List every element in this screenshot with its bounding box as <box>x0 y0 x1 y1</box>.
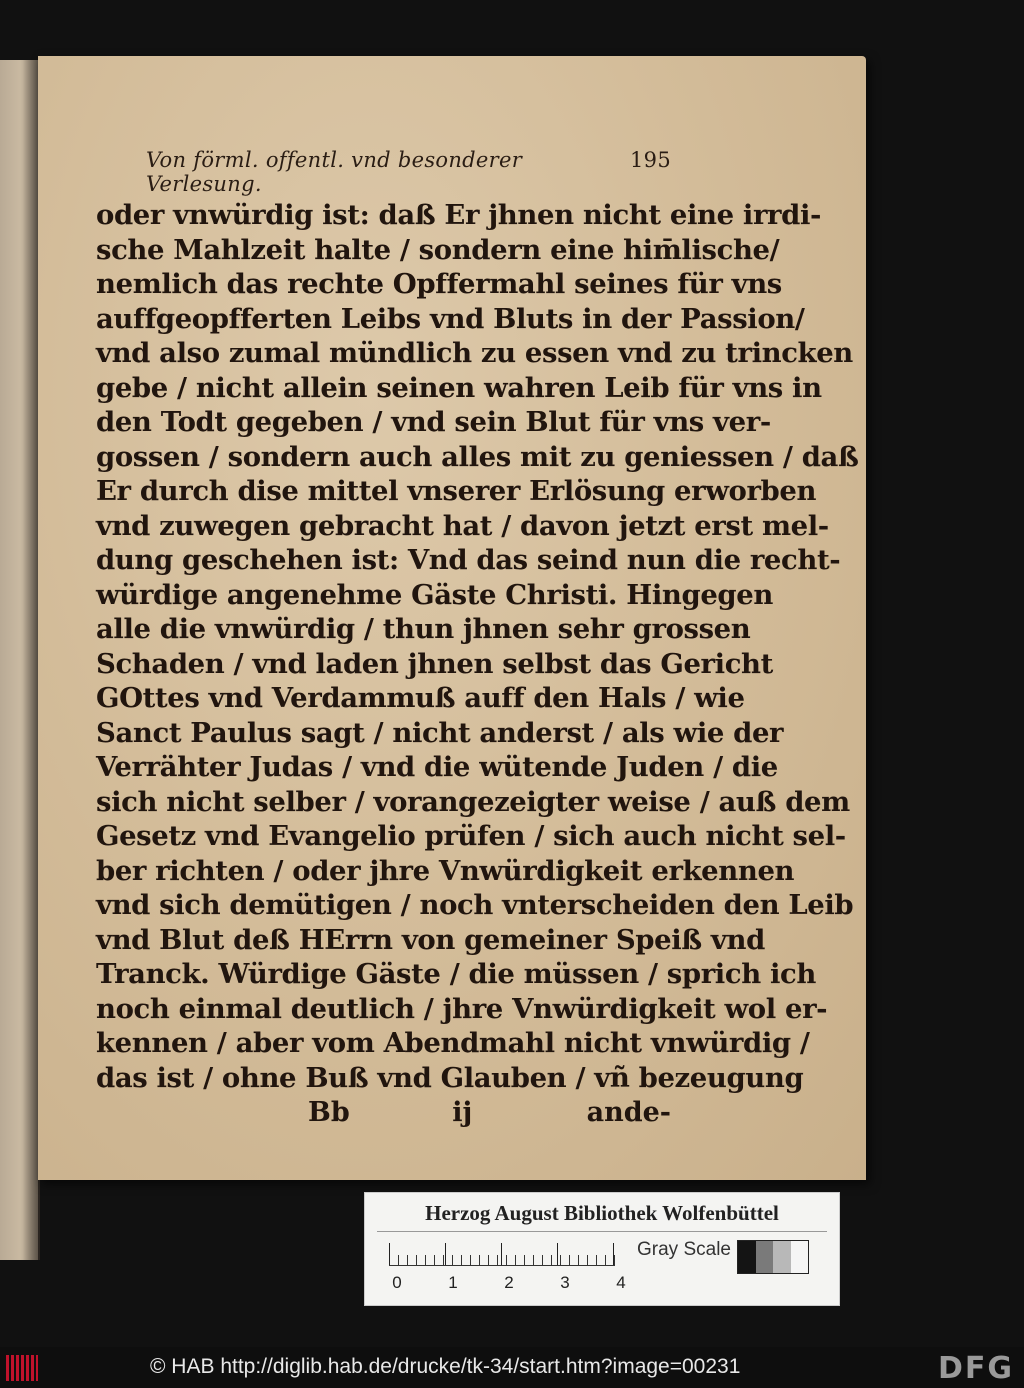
library-name: Herzog August Bibliothek Wolfenbüttel <box>425 1201 779 1225</box>
ruler-label: 3 <box>560 1273 570 1292</box>
text-line: nemlich das rechte Opffermahl seines für vns <box>96 268 782 300</box>
ruler-major-tick <box>501 1243 502 1265</box>
text-line: ber richten / oder jhre Vnwürdigkeit erkennen <box>96 854 795 887</box>
measurement-ruler <box>389 1243 615 1266</box>
signature-mark: Bb <box>308 1097 350 1128</box>
text-line: Sanct Paulus sagt / nicht anderst / als wie der <box>96 716 784 749</box>
text-line: noch einmal deutlich / jhre Vnwürdigkeit wol er- <box>96 992 828 1025</box>
swatch-light-gray <box>773 1241 791 1273</box>
text-line: kennen / aber vom Abendmahl nicht vnwürdig / <box>96 1027 810 1059</box>
running-head <box>96 148 671 196</box>
text-line: vnd sich demütigen / noch vnterscheiden den Leib <box>96 889 854 921</box>
hab-logo-icon <box>6 1355 38 1381</box>
copyright-link[interactable]: © HAB http://diglib.hab.de/drucke/tk-34/start.htm?image=00231 <box>150 1355 741 1378</box>
text-line: das ist / ohne Buß vnd Glauben / vñ bezeugung <box>96 1061 804 1094</box>
running-head-title: Von förml. offentl. vnd besonderer Verlesung. <box>146 148 523 196</box>
swatch-dark-gray <box>756 1241 774 1273</box>
ruler-major-tick <box>613 1243 614 1265</box>
ruler-label: 2 <box>504 1273 514 1292</box>
text-line: oder vnwürdig ist: daß Er jhnen nicht eine irrdi- <box>96 199 822 231</box>
text-line: gebe / nicht allein seinen wahren Leib für vns in <box>96 371 822 404</box>
swatch-black <box>738 1241 756 1273</box>
text-line: dung geschehen ist: Vnd das seind nun die recht- <box>96 544 841 576</box>
ruler-major-tick <box>557 1243 558 1265</box>
text-line: den Todt gegeben / vnd sein Blut für vns ver- <box>96 406 771 438</box>
page-number: 195 <box>630 148 671 172</box>
ruler-major-tick <box>389 1243 390 1265</box>
left-page-shadow <box>20 60 38 1260</box>
body-text <box>96 198 859 1095</box>
text-line: sche Mahlzeit halte / sondern eine him̄lische/ <box>96 233 780 266</box>
text-line: GOttes vnd Verdammuß auff den Hals / wie <box>96 682 745 714</box>
gray-scale-card <box>364 1192 840 1306</box>
text-line: gossen / sondern auch alles mit zu geniessen / daß <box>96 440 859 473</box>
catchword: ande- <box>586 1097 671 1128</box>
ruler-label: 4 <box>616 1273 626 1292</box>
footer-bar <box>0 1347 1024 1388</box>
page-text-block <box>96 148 859 1128</box>
gray-swatches <box>737 1240 809 1274</box>
book-page <box>38 56 866 1180</box>
text-line: vnd zuwegen gebracht hat / davon jetzt erst mel- <box>96 509 829 542</box>
text-line: vnd also zumal mündlich zu essen vnd zu trincken <box>96 337 853 369</box>
text-line: Verrähter Judas / vnd die wütende Juden / die <box>96 751 778 783</box>
text-line: auffgeopfferten Leibs vnd Bluts in der Passion/ <box>96 302 805 335</box>
text-line: Er durch dise mittel vnserer Erlösung erworben <box>96 475 817 507</box>
card-divider <box>377 1231 827 1232</box>
swatch-white <box>791 1241 809 1273</box>
text-line: alle die vnwürdig / thun jhnen sehr grossen <box>96 613 751 645</box>
dfg-logo[interactable]: DFG <box>937 1351 1014 1386</box>
text-line: Tranck. Würdige Gäste / die müssen / sprich ich <box>96 958 816 990</box>
text-line: sich nicht selber / vorangezeigter weise / auß dem <box>96 785 850 818</box>
text-line: Schaden / vnd laden jhnen selbst das Gericht <box>96 647 773 680</box>
signature-row <box>96 1097 671 1128</box>
gray-scale-label: Gray Scale <box>637 1239 731 1260</box>
signature-number: ij <box>452 1097 473 1128</box>
text-line: würdige angenehme Gäste Christi. Hingegen <box>96 578 773 611</box>
ruler-major-tick <box>445 1243 446 1265</box>
text-line: Gesetz vnd Evangelio prüfen / sich auch nicht sel- <box>96 820 846 852</box>
ruler-label: 1 <box>448 1273 458 1292</box>
ruler-label: 0 <box>392 1273 402 1292</box>
text-line: vnd Blut deß HErrn von gemeiner Speiß vnd <box>96 923 765 956</box>
